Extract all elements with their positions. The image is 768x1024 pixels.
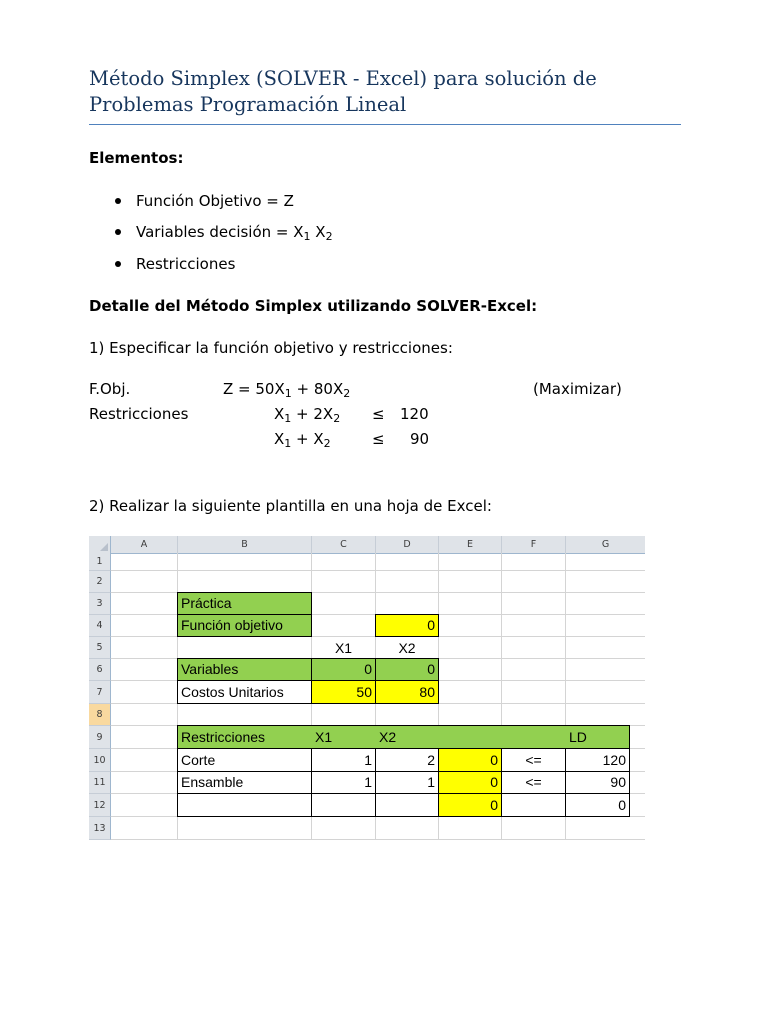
cell-c12[interactable] xyxy=(311,793,376,817)
cell-b3-practica[interactable]: Práctica xyxy=(177,592,312,615)
equation-text: + X xyxy=(291,430,324,448)
cell-b7-costos[interactable]: Costos Unitarios xyxy=(177,680,312,704)
variables-text: Variables decisión = X xyxy=(136,223,304,241)
cell-c10[interactable]: 1 xyxy=(311,748,376,772)
equation-text: Z = 50X xyxy=(223,380,285,398)
row-header-13[interactable]: 13 xyxy=(89,817,111,840)
constraint-1-rhs: 120 xyxy=(400,405,429,423)
equation-text: + 2X xyxy=(291,405,334,423)
row-header-7[interactable]: 7 xyxy=(89,681,111,704)
subscript: 1 xyxy=(284,387,292,400)
column-header-f[interactable]: F xyxy=(502,536,566,553)
constraint-1 xyxy=(274,404,340,424)
constraint-2-rhs: 90 xyxy=(410,430,430,448)
column-header-c[interactable]: C xyxy=(312,536,376,553)
select-all-corner[interactable] xyxy=(89,536,111,553)
cell-d9-x2[interactable]: X2 xyxy=(379,729,397,745)
cell-e11-lhs[interactable]: 0 xyxy=(438,771,502,794)
row-header-11[interactable]: 11 xyxy=(89,772,111,794)
step-2-text: 2) Realizar la siguiente plantilla en una hoja de Excel: xyxy=(89,497,492,515)
title-line-2: Problemas Programación Lineal xyxy=(89,93,407,116)
row-header-6[interactable]: 6 xyxy=(89,659,111,681)
bullet-variables xyxy=(136,222,333,242)
cell-c6-var-x1[interactable]: 0 xyxy=(311,658,376,681)
cell-d5-x2[interactable]: X2 xyxy=(398,640,416,656)
cell-b9-restricciones[interactable]: Restricciones xyxy=(181,729,266,745)
constraint-2-op: ≤ xyxy=(372,430,385,448)
maximize-label: (Maximizar) xyxy=(533,380,622,398)
row-header-2[interactable]: 2 xyxy=(89,571,111,593)
subscript: 1 xyxy=(284,412,292,425)
row-header-10[interactable]: 10 xyxy=(89,749,111,772)
title-line-1: Método Simplex (SOLVER - Excel) para solución de xyxy=(89,67,597,90)
cell-e12-lhs[interactable]: 0 xyxy=(438,793,502,817)
column-header-a[interactable]: A xyxy=(111,536,178,553)
column-header-e[interactable]: E xyxy=(439,536,502,553)
cell-b4-funcion-objetivo[interactable]: Función objetivo xyxy=(177,614,312,637)
subscript: 1 xyxy=(303,230,311,243)
column-header-g[interactable]: G xyxy=(601,539,610,550)
cell-g11-ld[interactable]: 90 xyxy=(565,771,630,794)
bullet-dot xyxy=(115,229,121,235)
cell-d7-cost-x2[interactable]: 80 xyxy=(375,680,439,704)
constraint-2 xyxy=(274,429,331,449)
constraint-1-op: ≤ xyxy=(372,405,385,423)
cell-d10[interactable]: 2 xyxy=(375,748,439,772)
bullet-dot xyxy=(115,198,121,204)
column-header-d[interactable]: D xyxy=(376,536,439,553)
subscript: 1 xyxy=(284,437,292,450)
step-1-text: 1) Especificar la función objetivo y restricciones: xyxy=(89,339,453,357)
subscript: 2 xyxy=(325,230,333,243)
row-header-9[interactable]: 9 xyxy=(89,726,111,749)
cell-d11[interactable]: 1 xyxy=(375,771,439,794)
equation-text: X xyxy=(274,430,285,448)
equation-text: X xyxy=(274,405,285,423)
row-header-12[interactable]: 12 xyxy=(89,794,111,817)
bullet-dot xyxy=(115,261,121,267)
variables-text: X xyxy=(310,223,326,241)
cell-d6-var-x2[interactable]: 0 xyxy=(375,658,439,681)
subscript: 2 xyxy=(343,387,351,400)
fobj-label: F.Obj. xyxy=(89,380,131,398)
cell-f12[interactable] xyxy=(501,793,566,817)
title-underline xyxy=(89,124,681,125)
excel-sheet xyxy=(89,536,645,842)
row-header-5[interactable]: 5 xyxy=(89,637,111,659)
detail-heading: Detalle del Método Simplex utilizando SOLVER-Excel: xyxy=(89,297,538,315)
row-header-1[interactable]: 1 xyxy=(89,553,111,571)
cell-g10-ld[interactable]: 120 xyxy=(565,748,630,772)
subscript: 2 xyxy=(333,412,341,425)
cell-e10-lhs[interactable]: 0 xyxy=(438,748,502,772)
fobj-equation xyxy=(223,379,350,399)
row-header-4[interactable]: 4 xyxy=(89,615,111,637)
bullet-constraints: Restricciones xyxy=(136,255,236,273)
equation-text: + 80X xyxy=(291,380,344,398)
row-header-8[interactable]: 8 xyxy=(89,704,111,726)
cell-f10-operator[interactable]: <= xyxy=(501,748,566,772)
cell-c5-x1[interactable]: X1 xyxy=(334,640,353,656)
cell-b10-corte[interactable]: Corte xyxy=(177,748,312,772)
document-title xyxy=(89,66,689,118)
cell-c9-x1[interactable]: X1 xyxy=(315,729,333,745)
elements-heading: Elementos: xyxy=(89,149,184,167)
constraints-label: Restricciones xyxy=(89,405,189,423)
cell-c11[interactable]: 1 xyxy=(311,771,376,794)
cell-b6-variables[interactable]: Variables xyxy=(177,658,312,681)
cell-g9-ld[interactable]: LD xyxy=(569,729,587,745)
cell-f11-operator[interactable]: <= xyxy=(501,771,566,794)
cell-d12[interactable] xyxy=(375,793,439,817)
column-header-b[interactable]: B xyxy=(178,536,312,553)
cell-b12[interactable] xyxy=(177,793,312,817)
row-header-3[interactable]: 3 xyxy=(89,593,111,615)
cell-d4-objective-value[interactable]: 0 xyxy=(375,614,439,637)
cell-c7-cost-x1[interactable]: 50 xyxy=(311,680,376,704)
cell-g12-ld[interactable]: 0 xyxy=(565,793,630,817)
cell-b11-ensamble[interactable]: Ensamble xyxy=(177,771,312,794)
subscript: 2 xyxy=(323,437,331,450)
bullet-function: Función Objetivo = Z xyxy=(136,192,294,210)
